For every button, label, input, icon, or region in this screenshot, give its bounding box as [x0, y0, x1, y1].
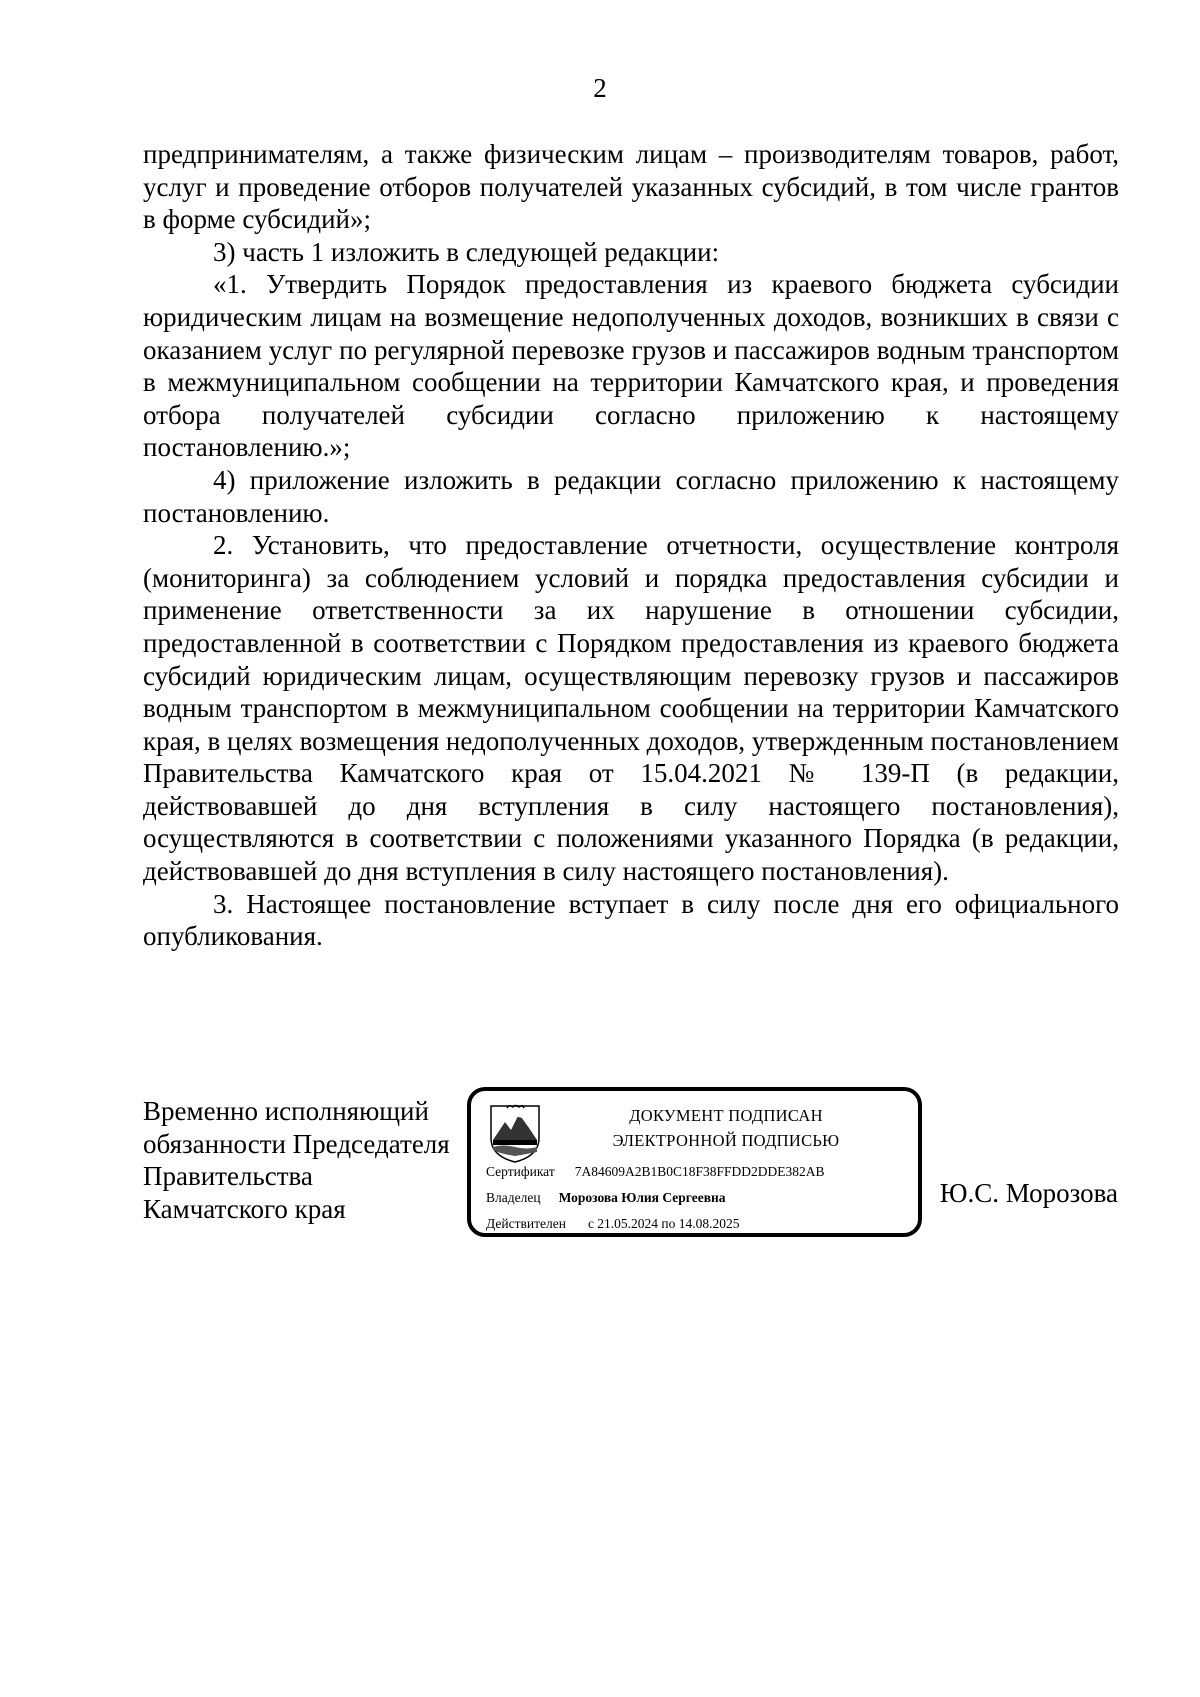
stamp-title-line2: ЭЛЕКТРОННОЙ ПОДПИСЬЮ — [612, 1131, 840, 1150]
page-number: 2 — [593, 73, 607, 103]
validity-value: с 21.05.2024 по 14.08.2025 — [587, 1216, 740, 1231]
stamp-certificate-row — [486, 1164, 825, 1180]
signatory-position — [143, 1095, 450, 1225]
certificate-value: 7A84609A2B1B0C18F38FFDD2DDE382AB — [574, 1164, 825, 1179]
stamp-validity-row — [486, 1216, 740, 1232]
paragraph-item-4: 4) приложение изложить в редакции согласно приложению к настоящему постановлению. — [143, 464, 1119, 528]
signer-name: Ю.С. Морозова — [939, 1178, 1118, 1208]
owner-value: Морозова Юлия Сергеевна — [558, 1190, 726, 1205]
paragraph-point-2: 2. Установить, что предоставление отчетности, осуществление контроля (мониторинга) за соблюдением условий и порядка предоставления субсидии и применение ответственности за их нарушение в отношении субсидии, предоставленной в соответствии с Порядком предоставления из краевого бюджета субсидий юридическим лицам, осуществляющим перевозку грузов и пассажиров водным транспортом в межмуниципальном сообщении на территории Камчатского края, в целях возмещения недополученных доходов, утвержденным постановлением Правительства Камчатского края от 15.04.2021 № 139-П (в редакции, действовавшей до дня вступления в силу настоящего постановления), осуществляются в соответствии с положениями указанного Порядка (в редакции, действовавшей до дня вступления в силу настоящего постановления). — [143, 530, 1119, 887]
owner-label: Владелец — [486, 1190, 541, 1205]
signatory-position-line: Правительства — [143, 1161, 313, 1192]
electronic-signature-stamp — [467, 1087, 922, 1237]
signatory-position-line: Камчатского края — [143, 1193, 346, 1224]
paragraph-continuation: предпринимателям, а также физическим лицам – производителям товаров, работ, услуг и проведение отборов получателей указанных субсидий, в том числе грантов в форме субсидий»; — [143, 139, 1119, 235]
stamp-title — [581, 1103, 871, 1153]
stamp-owner-row — [486, 1190, 726, 1206]
signatory-position-line: Временно исполняющий — [143, 1096, 429, 1126]
kamchatka-emblem-icon — [489, 1102, 541, 1164]
stamp-title-line1: ДОКУМЕНТ ПОДПИСАН — [629, 1106, 823, 1125]
signatory-position-line: обязанности Председателя — [143, 1128, 450, 1159]
paragraph-quoted-part-1: «1. Утвердить Порядок предоставления из краевого бюджета субсидии юридическим лицам на возмещение недополученных доходов, возникших в связи с оказанием услуг по регулярной перевозке грузов и пассажиров водным транспортом в межмуниципальном сообщении на территории Камчатского края, и проведения отбора получателей субсидии согласно приложению к настоящему постановлению.»; — [143, 269, 1119, 463]
validity-label: Действителен — [486, 1216, 566, 1231]
certificate-label: Сертификат — [486, 1164, 555, 1179]
paragraph-point-3: 3. Настоящее постановление вступает в силу после дня его официального опубликования. — [143, 888, 1119, 952]
paragraph-item-3: 3) часть 1 изложить в следующей редакции: — [213, 236, 720, 267]
document-body — [143, 138, 1119, 953]
